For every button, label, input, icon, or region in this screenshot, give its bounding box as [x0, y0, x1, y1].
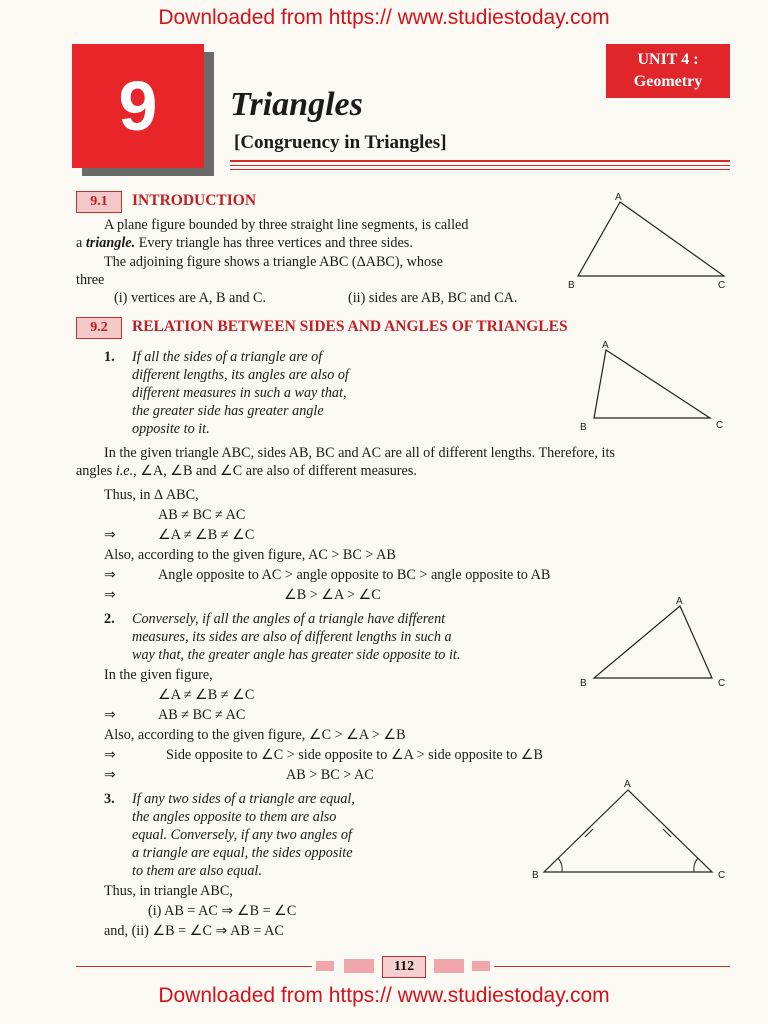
chapter-title: Triangles	[230, 86, 363, 123]
p1-text-2c: ∠A, ∠B and ∠C are also of different measures.	[136, 463, 417, 479]
triangle-2-shape	[594, 606, 712, 678]
intro-line-2	[76, 234, 413, 252]
figure-triangle-intro	[560, 188, 740, 292]
point-3-line-2: the angles opposite to them are also	[132, 809, 337, 825]
label-b: B	[568, 280, 575, 291]
p3-math-2: and, (ii) ∠B = ∠C ⇒ AB = AC	[104, 923, 284, 939]
p3-text-1: Thus, in triangle ABC,	[104, 883, 233, 899]
figure-triangle-1	[570, 336, 740, 436]
p1-text-3: Thus, in Δ ABC,	[104, 487, 199, 503]
triangle-3-shape	[544, 790, 712, 872]
point-3-line-4: a triangle are equal, the sides opposite	[132, 845, 353, 861]
intro-line-2c: Every triangle has three vertices and three sides.	[135, 235, 413, 251]
header-rule-2	[230, 165, 730, 166]
p1-text-1: In the given triangle ABC, sides AB, BC and AC are all of different lengths. Therefore, its	[104, 445, 615, 461]
chapter-subtitle: [Congruency in Triangles]	[234, 132, 447, 153]
label-c: C	[718, 870, 726, 881]
figure-triangle-2	[570, 592, 740, 692]
label-b: B	[580, 422, 587, 433]
footer-deco-square	[472, 961, 490, 971]
angle-arc-b	[558, 858, 562, 872]
p2-text-1: In the given figure,	[104, 667, 213, 683]
label-c: C	[718, 678, 726, 689]
p3-math-1: (i) AB = AC ⇒ ∠B = ∠C	[148, 903, 297, 919]
unit-badge-line1: UNIT 4 :	[637, 51, 699, 68]
point-2-number: 2.	[104, 611, 115, 627]
footer-deco-square	[344, 959, 374, 973]
page-number: 112	[382, 956, 426, 978]
figure-triangle-isosceles	[524, 774, 734, 884]
footer-deco-square	[316, 961, 334, 971]
point-3-number: 3.	[104, 791, 115, 807]
watermark-bottom[interactable]: Downloaded from https:// www.studiestoday.com	[158, 984, 610, 1007]
point-1-line-2: different lengths, its angles are also of	[132, 367, 349, 383]
label-b: B	[580, 678, 587, 689]
intro-line-1: A plane figure bounded by three straight line segments, is called	[104, 217, 469, 233]
implies-symbol: ⇒	[104, 767, 116, 783]
point-3-line-1: If any two sides of a triangle are equal,	[132, 791, 355, 807]
point-1-line-5: opposite to it.	[132, 421, 210, 437]
section-heading-introduction: INTRODUCTION	[132, 192, 257, 209]
p1-math-1: AB ≠ BC ≠ AC	[158, 507, 246, 523]
header-rule-3	[230, 169, 730, 170]
point-2-line-2: measures, its sides are also of different lengths in such a	[132, 629, 452, 645]
p2-math-4: AB > BC > AC	[286, 767, 374, 783]
point-1-line-3: different measures in such a way that,	[132, 385, 347, 401]
chapter-number-box: 9	[72, 44, 204, 168]
label-b: B	[532, 870, 539, 881]
point-2-line-1: Conversely, if all the angles of a triangle have different	[132, 611, 446, 627]
point-1-line-1: If all the sides of a triangle are of	[132, 349, 323, 365]
footer-rule-left	[76, 966, 312, 967]
label-a: A	[615, 192, 622, 203]
intro-line-2a: a	[76, 235, 86, 251]
p1-text-2a: angles	[76, 463, 116, 479]
unit-badge	[606, 44, 730, 98]
implies-symbol: ⇒	[104, 587, 116, 603]
section-number-9-2: 9.2	[76, 317, 122, 339]
implies-symbol: ⇒	[104, 527, 116, 543]
point-3-line-5: to them are also equal.	[132, 863, 262, 879]
p1-text-ie: i.e.,	[115, 463, 137, 479]
implies-symbol: ⇒	[104, 707, 116, 723]
label-c: C	[716, 420, 724, 431]
p1-math-2: ∠A ≠ ∠B ≠ ∠C	[158, 527, 255, 543]
intro-item-1: (i) vertices are A, B and C.	[114, 290, 267, 306]
point-3-line-3: equal. Conversely, if any two angles of	[132, 827, 352, 843]
p1-math-4: ∠B > ∠A > ∠C	[284, 587, 381, 603]
footer-deco-square	[434, 959, 464, 973]
point-2-line-3: way that, the greater angle has greater side opposite to it.	[132, 647, 461, 663]
intro-line-4: three	[76, 272, 105, 288]
p2-math-1: ∠A ≠ ∠B ≠ ∠C	[158, 687, 255, 703]
label-a: A	[602, 340, 609, 351]
triangle-intro-shape	[578, 202, 724, 276]
p2-math-2: AB ≠ BC ≠ AC	[158, 707, 246, 723]
watermark-top[interactable]: Downloaded from https:// www.studiestoday.com	[158, 6, 610, 29]
implies-symbol: ⇒	[104, 747, 116, 763]
footer-rule-right	[494, 966, 730, 967]
p2-text-2: Also, according to the given figure, ∠C > ∠A > ∠B	[104, 727, 406, 743]
intro-term-triangle: triangle.	[85, 235, 136, 251]
section-heading-relation: RELATION BETWEEN SIDES AND ANGLES OF TRIANGLES	[132, 318, 568, 335]
point-1-line-4: the greater side has greater angle	[132, 403, 324, 419]
triangle-1-shape	[594, 350, 710, 418]
label-c: C	[718, 280, 726, 291]
point-1-number: 1.	[104, 349, 115, 365]
p1-text-4: Also, according to the given figure, AC > BC > AB	[104, 547, 396, 563]
implies-symbol: ⇒	[104, 567, 116, 583]
p2-math-3: Side opposite to ∠C > side opposite to ∠A > side opposite to ∠B	[166, 747, 543, 763]
intro-item-2: (ii) sides are AB, BC and CA.	[348, 290, 518, 306]
header-rule-1	[230, 160, 730, 162]
label-a: A	[624, 779, 631, 790]
angle-arc-c	[694, 858, 698, 872]
p1-text-2	[76, 462, 417, 480]
intro-line-3: The adjoining figure shows a triangle ABC (ΔABC), whose	[104, 254, 443, 270]
unit-badge-line2: Geometry	[633, 73, 703, 90]
p1-math-3: Angle opposite to AC > angle opposite to BC > angle opposite to AB	[158, 567, 551, 583]
section-number-9-1: 9.1	[76, 191, 122, 213]
label-a: A	[676, 596, 683, 607]
